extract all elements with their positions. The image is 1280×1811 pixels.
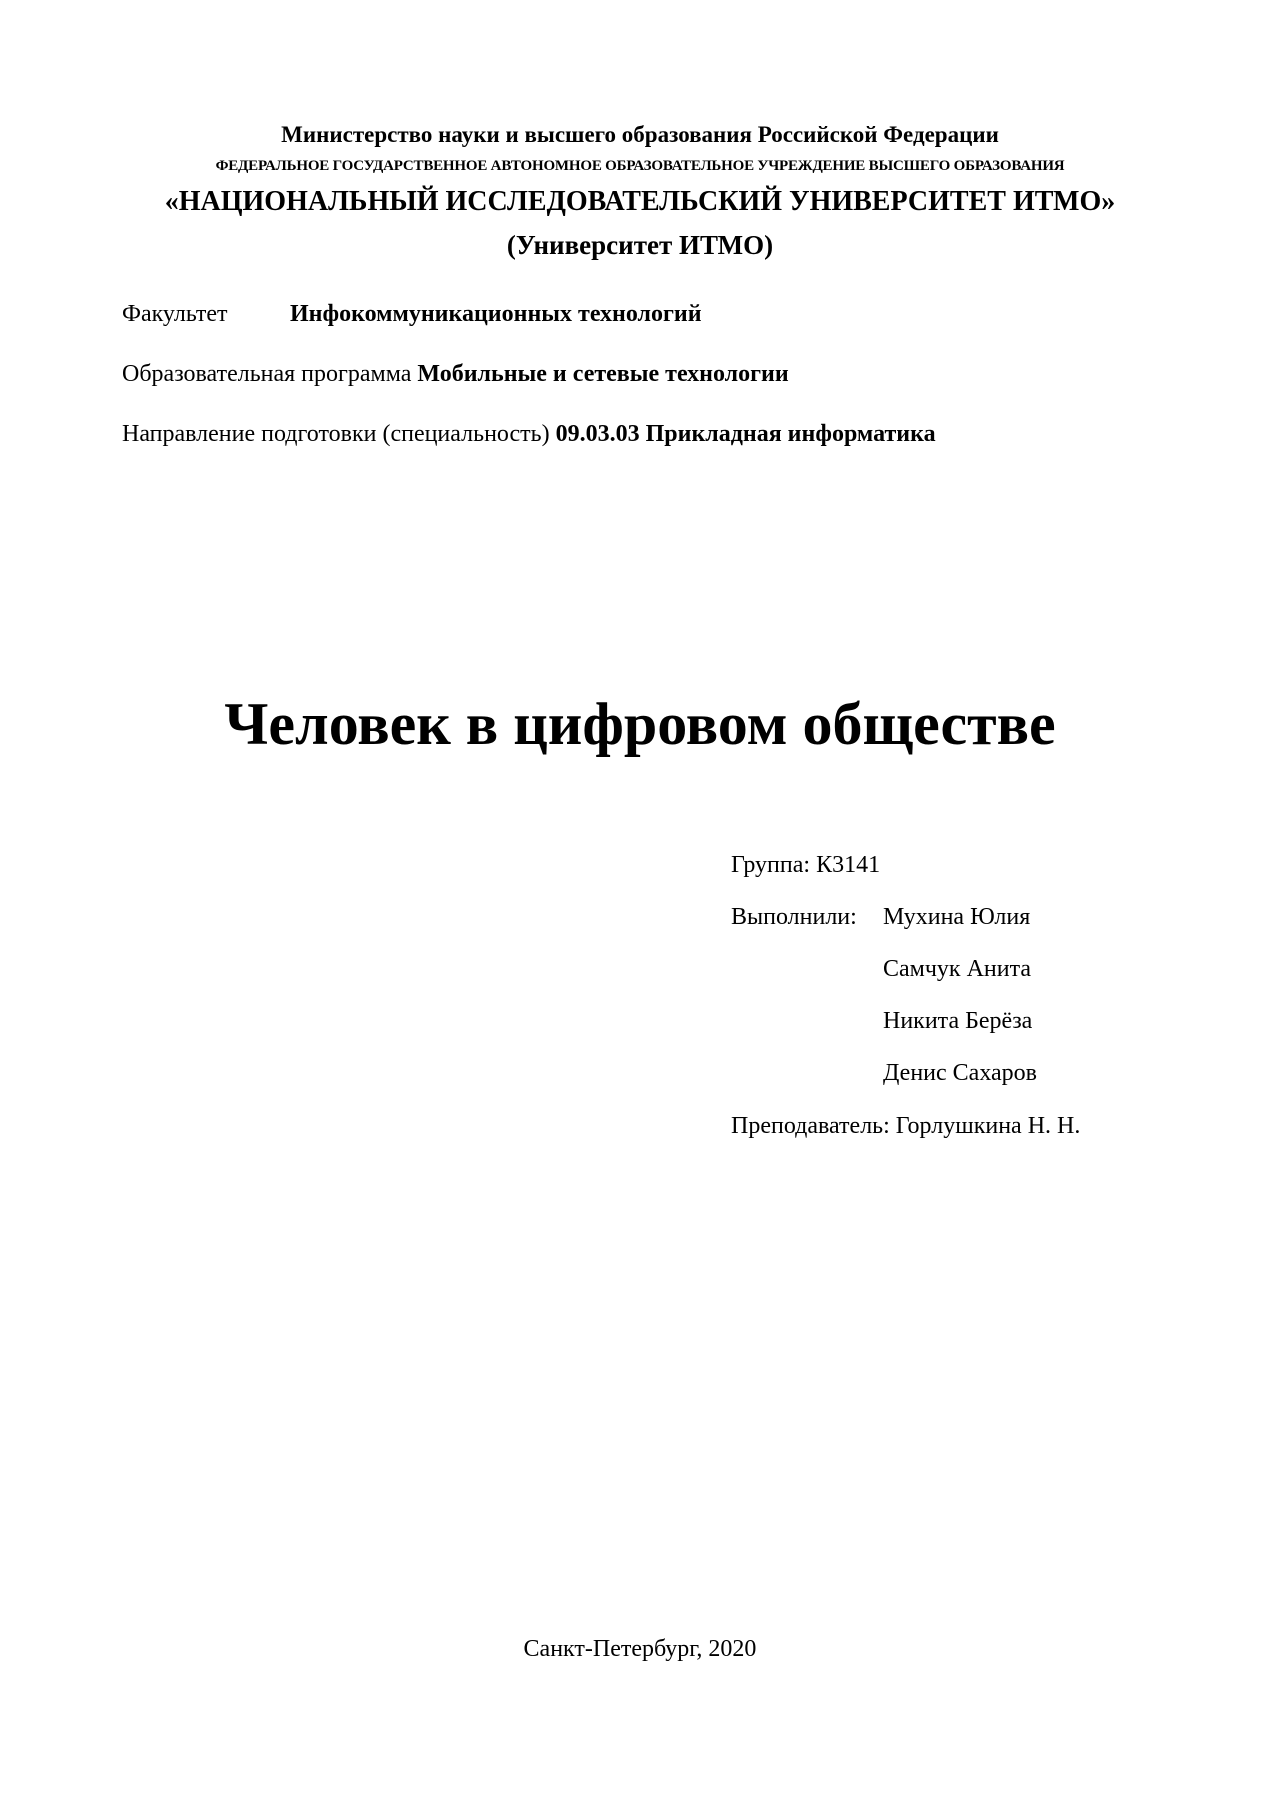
author-name: Мухина Юлия	[883, 904, 1031, 930]
university-short-name: (Университет ИТМО)	[506, 230, 774, 260]
university-name-heading: «НАЦИОНАЛЬНЫЙ ИССЛЕДОВАТЕЛЬСКИЙ УНИВЕРСИТЕТ ИТМО»	[164, 186, 1116, 217]
ministry-heading: Министерство науки и высшего образования Российской Федерации	[281, 122, 999, 147]
program-value: Мобильные и сетевые технологии	[417, 361, 789, 387]
teacher-row	[731, 1113, 1080, 1140]
teacher-label: Преподаватель:	[731, 1113, 890, 1139]
authors-row	[731, 904, 1030, 931]
faculty-value: Инфокоммуникационных технологий	[290, 301, 702, 327]
faculty-label: Факультет	[122, 301, 228, 327]
direction-row	[122, 421, 936, 448]
institution-type-heading: ФЕДЕРАЛЬНОЕ ГОСУДАРСТВЕННОЕ АВТОНОМНОЕ ОБРАЗОВАТЕЛЬНОЕ УЧРЕЖДЕНИЕ ВЫСШЕГО ОБРАЗОВАНИЯ	[215, 158, 1065, 174]
document-title: Человек в цифровом обществе	[224, 691, 1056, 757]
program-label: Образовательная программа	[122, 361, 412, 387]
faculty-row	[122, 301, 702, 328]
city-year-footer: Санкт-Петербург, 2020	[523, 1636, 757, 1662]
author-name: Денис Сахаров	[883, 1060, 1037, 1086]
author-name: Самчук Анита	[883, 956, 1032, 982]
author-name: Никита Берёза	[883, 1008, 1033, 1034]
group-row	[731, 852, 880, 879]
direction-value: 09.03.03 Прикладная информатика	[555, 421, 936, 447]
group-value: К3141	[816, 852, 881, 878]
program-row	[122, 361, 789, 388]
group-label: Группа:	[731, 852, 811, 878]
direction-label: Направление подготовки (специальность)	[122, 421, 550, 447]
authors-label: Выполнили:	[731, 904, 857, 930]
teacher-value: Горлушкина Н. Н.	[895, 1113, 1081, 1139]
